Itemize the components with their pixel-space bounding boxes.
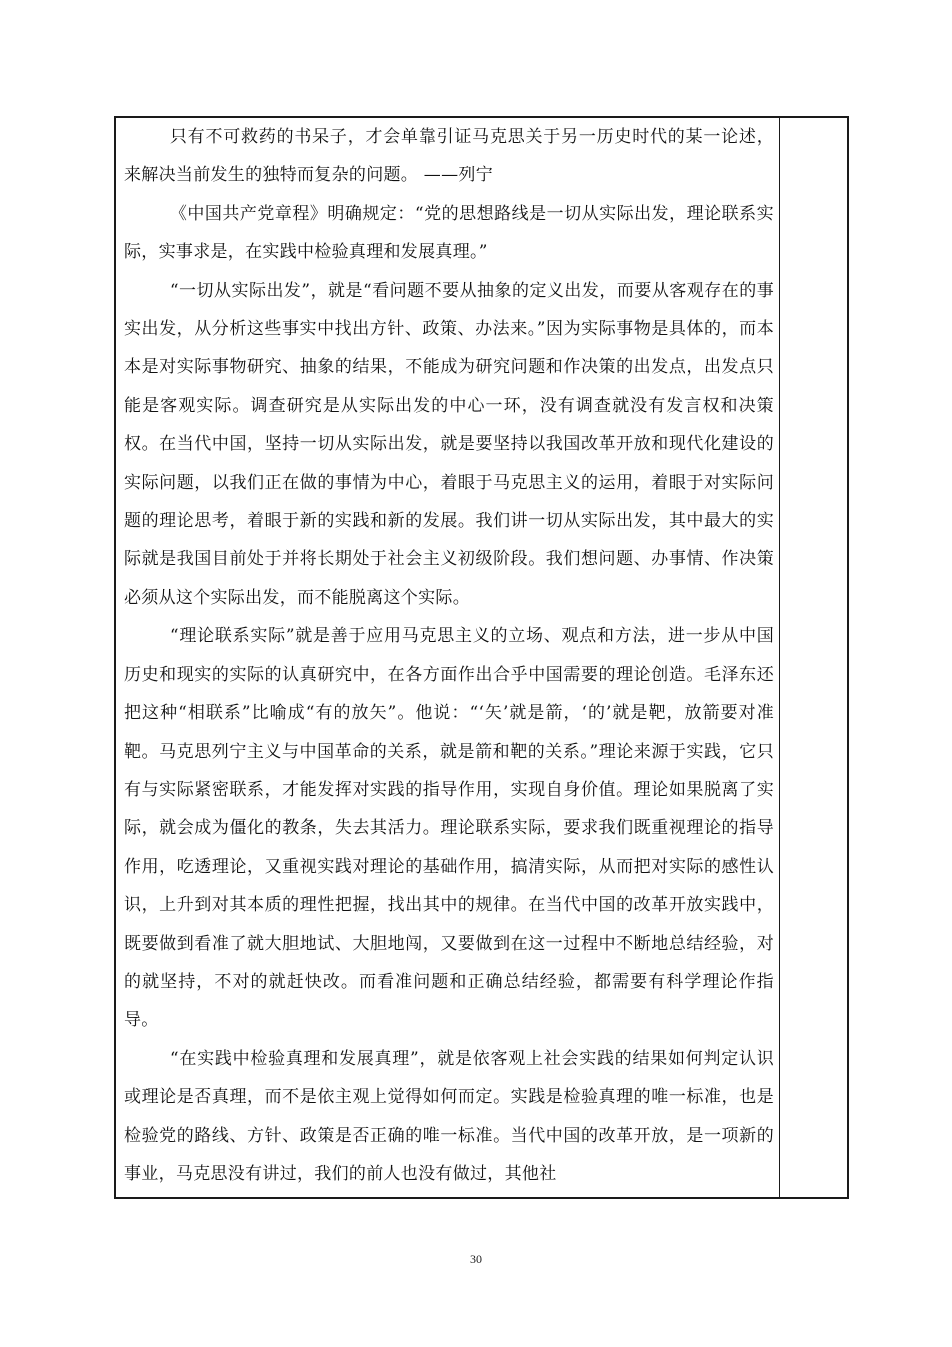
paragraph-party-constitution: 《中国共产党章程》明确规定：“党的思想路线是一切从实际出发，理论联系实际，实事求是，在实践中检验真理和发展真理。” bbox=[124, 203, 774, 263]
paragraph-test-truth-in-practice: “在实践中检验真理和发展真理”，就是依客观上社会实践的结果如何判定认识或理论是否真理，而不是依主观上觉得如何而定。实践是检验真理的唯一标准，也是检验党的路线、方针、政策是否正确的唯一标准。当代中国的改革开放，是一项新的事业，马克思没有讲过，我们的前人也没有做过，其他社 bbox=[124, 1048, 774, 1184]
side-notes-cell bbox=[780, 118, 849, 1197]
content-table bbox=[114, 116, 849, 1199]
paragraph-lenin-quote: 只有不可救药的书呆子，才会单靠引证马克思关于另一历史时代的某一论述，来解决当前发生的独特而复杂的问题。 ——列宁 bbox=[124, 127, 774, 186]
paragraph-theory-with-practice: “理论联系实际”就是善于应用马克思主义的立场、观点和方法，进一步从中国历史和现实的实际的认真研究中，在各方面作出合乎中国需要的理论创造。毛泽东还把这种“相联系”比喻成“有的放矢”。他说：“‘矢’就是箭，‘的’就是靶，放箭要对准靶。马克思列宁主义与中国革命的关系，就是箭和靶的关系。”理论来源于实践，它只有与实际紧密联系，才能发挥对实践的指导作用，实现自身价值。理论如果脱离了实际，就会成为僵化的教条，失去其活力。理论联系实际，要求我们既重视理论的指导作用，吃透理论，又重视实践对理论的基础作用，搞清实际，从而把对实际的感性认识，上升到对其本质的理性把握，找出其中的规律。在当代中国的改革开放实践中，既要做到看准了就大胆地试、大胆地闯，又要做到在这一过程中不断地总结经验，对的就坚持，不对的就赶快改。而看准问题和正确总结经验，都需要有科学理论作指导。 bbox=[124, 626, 774, 1031]
page-number: 30 bbox=[470, 1252, 482, 1266]
main-text-cell bbox=[124, 118, 774, 1197]
paragraph-proceed-from-reality: “一切从实际出发”，就是“看问题不要从抽象的定义出发，而要从客观存在的事实出发，从分析这些事实中找出方针、政策、办法来。”因为实际事物是具体的，而本本是对实际事物研究、抽象的结果，不能成为研究问题和作决策的出发点，出发点只能是客观实际。调查研究是从实际出发的中心一环，没有调查就没有发言权和决策权。在当代中国，坚持一切从实际出发，就是要坚持以我国改革开放和现代化建设的实际问题，以我们正在做的事情为中心，着眼于马克思主义的运用，着眼于对实际问题的理论思考，着眼于新的实践和新的发展。我们讲一切从实际出发，其中最大的实际就是我国目前处于并将长期处于社会主义初级阶段。我们想问题、办事情、作决策必须从这个实际出发，而不能脱离这个实际。 bbox=[124, 280, 774, 608]
